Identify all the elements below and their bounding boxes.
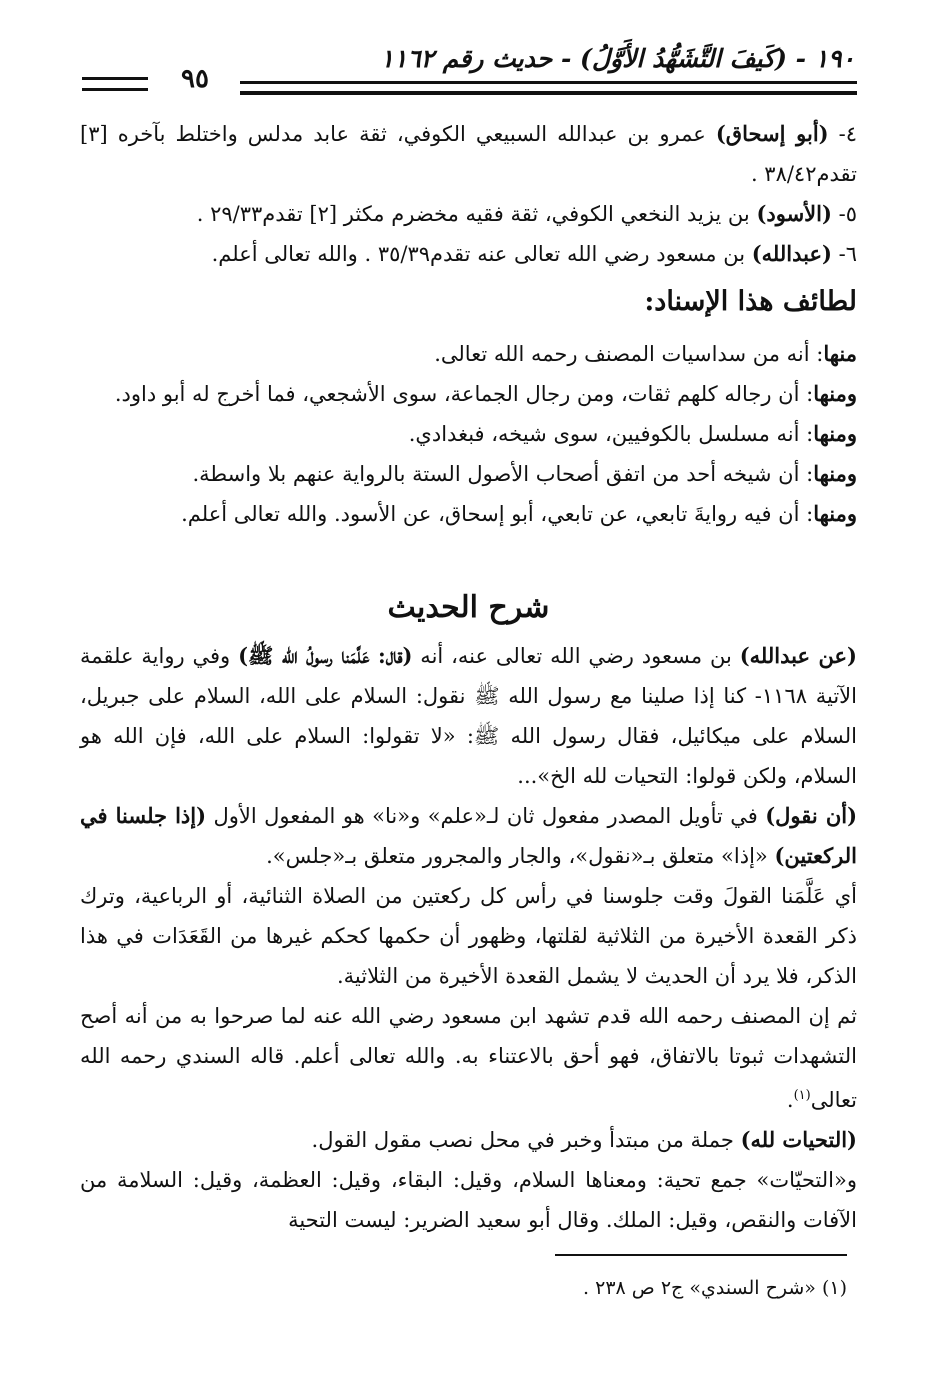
lataif-item: منها: أنه من سداسيات المصنف رحمه الله تعالى. — [434, 341, 857, 366]
header-rule-left-bottom — [82, 88, 148, 91]
commentary-paragraph: (التحيات لله) جملة من مبتدأ وخبر في محل نصب مقول القول. — [311, 1127, 857, 1152]
narrator-list — [80, 114, 857, 274]
commentary-paragraph: (أن نقول) في تأويل المصدر مفعول ثان لـ«علم» و«نا» هو المفعول الأول (إذا جلسنا في الركعتين) «إذا» متعلق بـ«نقول»، والجار والمجرور متعلق بـ«جلس». — [80, 803, 858, 868]
footnote-separator — [555, 1254, 847, 1256]
header-rule-left-top — [82, 77, 148, 80]
narrator-name: (أبو إسحاق) — [715, 121, 829, 146]
footnote-reference: (١) — [793, 1088, 811, 1103]
narrator-name: (عبدالله) — [751, 241, 832, 266]
narrator-4: ٤- (أبو إسحاق) عمرو بن عبدالله السبيعي الكوفي، ثقة عابد مدلس واختلط بآخره [٣] تقدم٣٨/٤٢ . — [80, 121, 858, 186]
commentary-paragraph: و«التحيّات» جمع تحية: ومعناها السلام، وقيل: البقاء، وقيل: العظمة، وقيل: السلامة من الآفات والنقص، وقيل: الملك. وقال أبو سعيد الضرير: ليست التحية — [80, 1168, 857, 1232]
commentary-paragraph: (عن عبدالله) بن مسعود رضي الله تعالى عنه، أنه (قال: عَلَّمَنا رسولُ الله ﷺ) وفي رواية علقمة الآتية ١١٦٨- كنا إذا صلينا مع رسول الله ﷺ نقول: السلام على الله، السلام على جبريل، السلام على ميكائيل، فقال رسول الله ﷺ: «لا تقولوا: السلام على الله، فإن الله هو السلام، ولكن قولوا: التحيات لله الخ»... — [80, 643, 857, 788]
page-number: ٩٥ — [181, 64, 209, 94]
lataif-item: ومنها: أن رجاله كلهم ثقات، ومن رجال الجماعة، سوى الأشجعي، فما أخرج له أبو داود. — [114, 381, 857, 406]
narrator-name: (الأسود) — [756, 201, 832, 226]
running-title: ١٩٠ - (كَيفَ التَّشَهُّدُ الأَوَّلُ) - حديث رقم ١١٦٢ — [380, 44, 855, 73]
commentary-body — [80, 636, 857, 1240]
section-heading-lataif: لطائف هذا الإسناد: — [644, 286, 857, 317]
header-rule-right-top — [240, 81, 857, 84]
lataif-item: ومنها: أن شيخه أحد من اتفق أصحاب الأصول الستة بالرواية عنهم بلا واسطة. — [192, 461, 857, 486]
commentary-paragraph: ثم إن المصنف رحمه الله قدم تشهد ابن مسعود رضي الله عنه لما صرحوا به من أنه أصح التشهدات ثبوتا بالاتفاق، فهو أحق بالاعتناء به. والله تعالى أعلم. قاله السندي رحمه الله تعالى$^{(١)}$. — [80, 1004, 857, 1112]
narrator-6: ٦- (عبدالله) بن مسعود رضي الله تعالى عنه تقدم٣٥/٣٩ . والله تعالى أعلم. — [211, 241, 857, 266]
section-heading-sharh: شرح الحديث — [387, 590, 550, 625]
narrator-5: ٥- (الأسود) بن يزيد النخعي الكوفي، ثقة فقيه مخضرم مكثر [٢] تقدم٢٩/٣٣ . — [196, 201, 857, 226]
lataif-item: ومنها: أن فيه روايةَ تابعي، عن تابعي، أبو إسحاق، عن الأسود. والله تعالى أعلم. — [181, 501, 857, 526]
footnote: (١) «شرح السندي» ج٢ ص ٢٣٨ . — [583, 1277, 847, 1299]
lataif-item: ومنها: أنه مسلسل بالكوفيين، سوى شيخه، فبغدادي. — [408, 421, 857, 446]
header-rule-right-bottom — [240, 91, 857, 95]
lataif-list — [80, 334, 857, 534]
commentary-paragraph: أي عَلَّمَنا القولَ وقت جلوسنا في رأس كل ركعتين من الصلاة الثنائية، أو الرباعية، وترك ذكر القعدة الأخيرة من الثلاثية لقلتها، وظهور أن حكمها كحكم غيرها من القَعَدَات في هذا الذكر، فلا يرد أن الحديث لا يشمل القعدة الأخيرة من الثلاثية. — [80, 884, 857, 988]
